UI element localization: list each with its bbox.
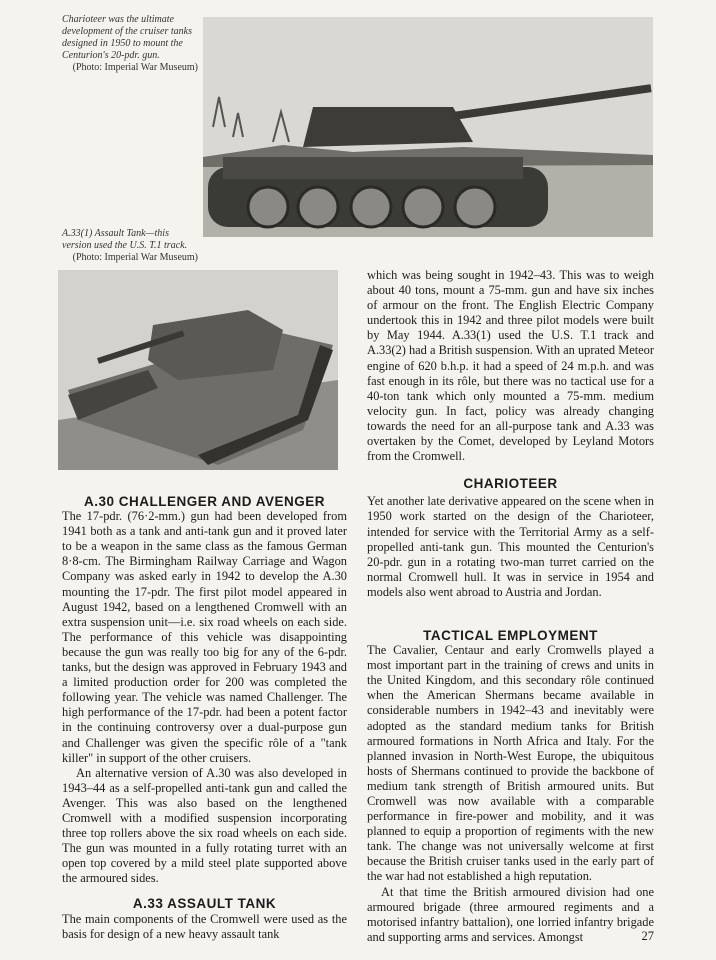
caption-charioteer — [62, 14, 198, 74]
tactical-paragraph-2: At that time the British armoured division had one armoured brigade (three armoured regiments and a motorised infantry battalion), one lorried infantry brigade and supporting arms and services. Amongst — [367, 884, 654, 944]
assault-paragraph: The main components of the Cromwell were used as the basis for design of a new heavy assault tank — [62, 911, 347, 941]
caption-charioteer-credit: (Photo: Imperial War Museum) — [72, 62, 198, 73]
charioteer-paragraph: Yet another late derivative appeared on the scene when in 1950 work started on the design of the Charioteer, intended for service with the Territorial Army as a self-propelled anti-tank gun. This mounted the Centurion's 20-pdr. gun in a rotating two-man turret carried on the normal Cromwell hull. It was in service in 1954 and models also went abroad to Austria and Jordan. — [367, 494, 654, 599]
challenger-paragraph-1: The 17-pdr. (76·2-mm.) gun had been developed from 1941 both as a tank and anti-tank gun and it proved later to be a weapon in the same class as the famous German 8·8-cm. The Birmingham Railway Carriage and Wagon Company was asked early in 1942 to develop the A.30 mounting the 17-pdr. The first pilot model appeared in August 1942, based on a lengthened Cromwell with an extra suspension unit—i.e. six road wheels on each side. The performance of this vehicle was disappointing because the gun was really too big for any of the 6-pdr. tanks, but the design was approved in February 1943 and a limited production order for 200 was completed the following year. The vehicle was named Challenger. The high performance of the 17-pdr. had been a potent factor in the continuing controversy over a dual-purpose gun and Challenger was given the specific rôle of a "tank killer" in support of the other cruisers. — [62, 509, 347, 765]
caption-charioteer-text: Charioteer was the ultimate development of the cruiser tanks designed in 1950 to mount the Centurion's 20-pdr. gun. — [62, 14, 192, 61]
a33-continued-paragraph: which was being sought in 1942–43. This was to weigh about 40 tons, mount a 75-mm. gun and have six inches of armour on the front. The English Electric Company undertook this in 1942 and three pilot models were built by May 1944. A.33(1) used the U.S. T.1 track and A.33(2) had a British suspension. With an uprated Meteor engine of 620 b.h.p. it had a speed of 24 m.p.h. and was fast enough in its rôle, but there was no tactical use for a 40-ton tank which only mounted a 75-mm. medium velocity gun. In fact, policy was already changing towards the need for an all-purpose tank and A.33 was overtaken by the Comet, developed by Leyland Motors from the Cromwell. — [367, 268, 654, 464]
heading-challenger-avenger: A.30 CHALLENGER AND AVENGER — [83, 494, 326, 509]
photo-a33 — [58, 270, 338, 470]
a33-tank-image — [58, 270, 338, 470]
tactical-paragraph-1: The Cavalier, Centaur and early Cromwells played a most important part in the training of crews and units in the United Kingdom, and this secondary rôle continued when the American Shermans became available in considerable numbers in 1942–43 and inevitably were adopted as the standard medium tanks for British armoured formations in North Africa and Italy. For the planned invasion in North-West Europe, the ubiquitous hosts of Shermans continued to provide the backbone of medium tank strength of British armoured units. But Cromwell was now available with a comparable performance in fire-power and mobility, and it was planned to equip a proportion of regiments with the new tank. The change was not universally welcome at first because the British cruiser tanks used in the early part of the war had not established a high reputation. — [367, 643, 654, 884]
caption-a33-text: A.33(1) Assault Tank—this version used the U.S. T.1 track. — [62, 228, 188, 251]
heading-tactical-employment: TACTICAL EMPLOYMENT — [423, 627, 598, 643]
caption-a33 — [62, 228, 198, 264]
photo-charioteer — [203, 17, 653, 237]
caption-a33-credit: (Photo: Imperial War Museum) — [72, 252, 198, 263]
heading-a33-assault-tank: A.33 ASSAULT TANK — [132, 896, 277, 912]
left-column — [62, 494, 347, 942]
charioteer-tank-image — [203, 17, 653, 237]
right-column — [367, 268, 654, 945]
page-number: 27 — [641, 929, 654, 943]
heading-charioteer: CHARIOTEER — [463, 476, 558, 492]
challenger-paragraph-2: An alternative version of A.30 was also developed in 1943–44 as a self-propelled anti-tank gun and called the Avenger. This was also based on the lengthened Cromwell with a modified suspension incorporating three top rollers above the six road wheels on each side. The gun was mounted in a fully rotating turret with an open top covered by a mild steel plate supported above the armoured sides. — [62, 765, 347, 886]
